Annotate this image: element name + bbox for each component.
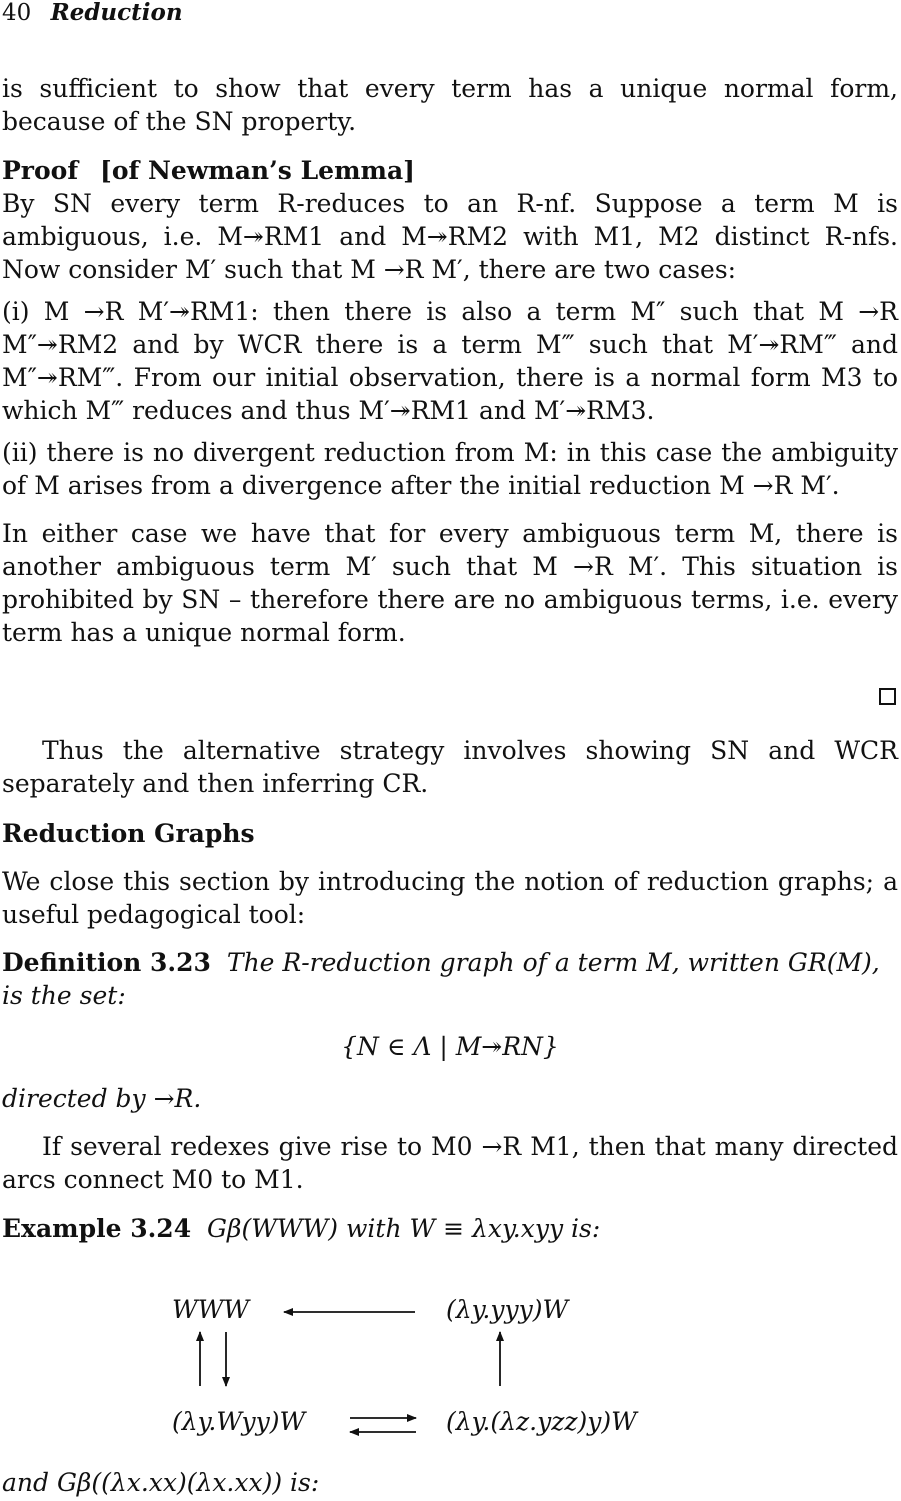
proof-conclusion: In either case we have that for every ambiguous term M, there is another ambiguous term M′ such that M →R M′. This situation is prohibited by SN – therefore there are no ambiguous terms, i.e. every term has a unique normal form.	[2, 519, 898, 647]
proof-body: By SN every term R-reduces to an R-nf. Suppose a term M is ambiguous, i.e. M↠RM1 and M↠RM2 with M1, M2 distinct R-nfs. Now consider M′ such that M →R M′, there are two cases:	[2, 189, 898, 284]
running-header	[2, 0, 183, 30]
example-label: Example 3.24	[2, 1214, 192, 1243]
definition-formula: {N ∈ Λ | M↠RN}	[341, 1032, 559, 1061]
trailing-text: and Gβ((λx.xx)(λx.xx)) is:	[2, 1468, 320, 1497]
graph-node-www: WWW	[172, 1295, 250, 1324]
thus-paragraph: Thus the alternative strategy involves showing SN and WCR separately and then inferring CR.	[2, 736, 898, 798]
reduction-graph	[0, 1280, 901, 1480]
definition-directed: directed by →R.	[2, 1084, 202, 1113]
proof-case-2: (ii) there is no divergent reduction from M: in this case the ambiguity of M arises from a divergence after the initial reduction M →R M′.	[2, 438, 898, 500]
graph-node-lambda-yyy: (λy.yyy)W	[446, 1295, 569, 1324]
section-heading: Reduction Graphs	[2, 819, 255, 848]
proof-heading	[2, 154, 898, 187]
example-text: Gβ(WWW) with W ≡ λxy.xyy is:	[207, 1214, 601, 1243]
graph-node-lambda-wyy: (λy.Wyy)W	[172, 1407, 306, 1436]
qed-box	[879, 688, 896, 705]
proof-case-1: (i) M →R M′↠RM1: then there is also a term M″ such that M →R M″↠RM2 and by WCR there is a term M‴ such that M′↠RM‴ and M″↠RM‴. From our initial observation, there is a normal form M3 to which M‴ reduces and thus M′↠RM1 and M′↠RM3.	[2, 297, 898, 425]
intro-paragraph: is sufficient to show that every term has a unique normal form, because of the SN property.	[2, 74, 898, 136]
proof-label: Proof	[2, 156, 79, 185]
page-number: 40	[2, 0, 32, 26]
close-paragraph: We close this section by introducing the notion of reduction graphs; a useful pedagogical tool:	[2, 867, 898, 929]
graph-node-lambda-yzz: (λy.(λz.yzz)y)W	[446, 1407, 637, 1436]
running-title: Reduction	[50, 0, 183, 26]
definition-label: Definition 3.23	[2, 948, 211, 977]
definition	[2, 946, 898, 1012]
example	[2, 1212, 898, 1245]
several-paragraph: If several redexes give rise to M0 →R M1, then that many directed arcs connect M0 to M1.	[2, 1132, 898, 1194]
definition-text: The R-reduction graph of a term M, written GR(M), is the set:	[2, 948, 880, 1010]
proof-title: [of Newman’s Lemma]	[100, 156, 415, 185]
